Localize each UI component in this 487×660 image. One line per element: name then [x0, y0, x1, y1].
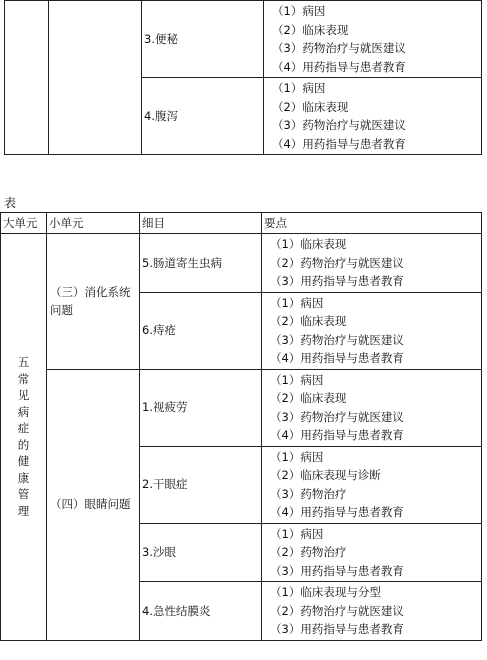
big-unit-cell: [1, 234, 47, 641]
item-cell: 4.急性结膜炎: [140, 582, 262, 641]
points-cell: [264, 1, 482, 78]
big-unit-char: 理: [17, 503, 30, 518]
point-text: （4）用药指导与患者教育: [270, 351, 404, 365]
table-header-row: [1, 213, 482, 234]
big-unit-char: 见: [17, 388, 30, 403]
big-unit-char: 管: [17, 487, 30, 502]
point-text: （3）用药指导与患者教育: [270, 274, 404, 288]
point-text: （1）病因: [272, 81, 326, 95]
point-text: （1）病因: [270, 526, 324, 541]
header-item: 细目: [140, 213, 262, 234]
point-text: （3）药物治疗与就医建议: [270, 332, 404, 347]
point-text: （4）用药指导与患者教育: [272, 59, 406, 74]
point-text: （3）用药指导与患者教育: [270, 563, 404, 578]
point-text: （3）药物治疗与就医建议: [272, 41, 406, 55]
table-row: [1, 369, 482, 446]
big-unit-char: 病: [17, 404, 30, 419]
table-main: [0, 212, 482, 641]
points-cell: [262, 446, 482, 523]
points-cell: [264, 78, 482, 155]
item-cell: 3.便秘: [142, 1, 264, 78]
point-text: （2）药物治疗: [270, 545, 347, 559]
points-cell: [262, 234, 482, 293]
big-unit-char: 五: [17, 355, 30, 370]
big-unit-char: 康: [17, 470, 30, 485]
point-text: （1）临床表现与分型: [270, 585, 381, 599]
item-cell: 4.腹泻: [142, 78, 264, 155]
point-text: （1）病因: [270, 372, 324, 387]
points-cell: [262, 582, 482, 641]
point-text: （1）病因: [270, 449, 324, 464]
big-unit-char: 常: [17, 371, 30, 386]
big-unit-char: 健: [17, 454, 30, 469]
point-text: （2）临床表现: [272, 99, 349, 114]
point-text: （4）用药指导与患者教育: [270, 428, 404, 442]
item-cell: 1.视疲劳: [140, 369, 262, 446]
points-cell: [262, 369, 482, 446]
big-unit-char: 的: [17, 437, 30, 452]
table-continuation: [4, 0, 482, 155]
sub-unit-cell: [49, 1, 142, 155]
point-text: （2）临床表现: [270, 314, 347, 328]
point-text: （3）用药指导与患者教育: [270, 622, 404, 636]
point-text: （1）临床表现: [270, 237, 347, 251]
point-text: （2）临床表现与诊断: [270, 468, 381, 482]
big-unit-char: 症: [17, 421, 30, 436]
point-text: （2）临床表现: [272, 22, 349, 37]
point-text: （3）药物治疗与就医建议: [272, 118, 406, 132]
point-text: （2）药物治疗与就医建议: [270, 603, 404, 618]
point-text: （3）药物治疗与就医建议: [270, 409, 404, 424]
table-row: [5, 1, 482, 78]
point-text: （2）临床表现: [270, 391, 347, 405]
header-big-unit: 大单元: [1, 213, 47, 234]
item-cell: 5.肠道寄生虫病: [140, 234, 262, 293]
item-cell: 3.沙眼: [140, 523, 262, 582]
item-cell: 6.痔疮: [140, 292, 262, 369]
point-text: （4）用药指导与患者教育: [270, 505, 404, 519]
point-text: （4）用药指导与患者教育: [272, 136, 406, 151]
header-points: 要点: [262, 213, 482, 234]
points-cell: [262, 292, 482, 369]
points-cell: [262, 523, 482, 582]
sub-unit-cell: （四）眼睛问题: [47, 369, 140, 640]
table-row: [1, 234, 482, 293]
sub-unit-cell: （三）消化系统问题: [47, 234, 140, 370]
point-text: （1）病因: [270, 295, 324, 310]
point-text: （3）药物治疗: [270, 486, 347, 501]
point-text: （2）药物治疗与就医建议: [270, 255, 404, 270]
big-unit-cell: [5, 1, 49, 155]
table-caption: 表: [4, 196, 17, 210]
header-sub-unit: 小单元: [47, 213, 140, 234]
item-cell: 2.干眼症: [140, 446, 262, 523]
point-text: （1）病因: [272, 4, 326, 18]
